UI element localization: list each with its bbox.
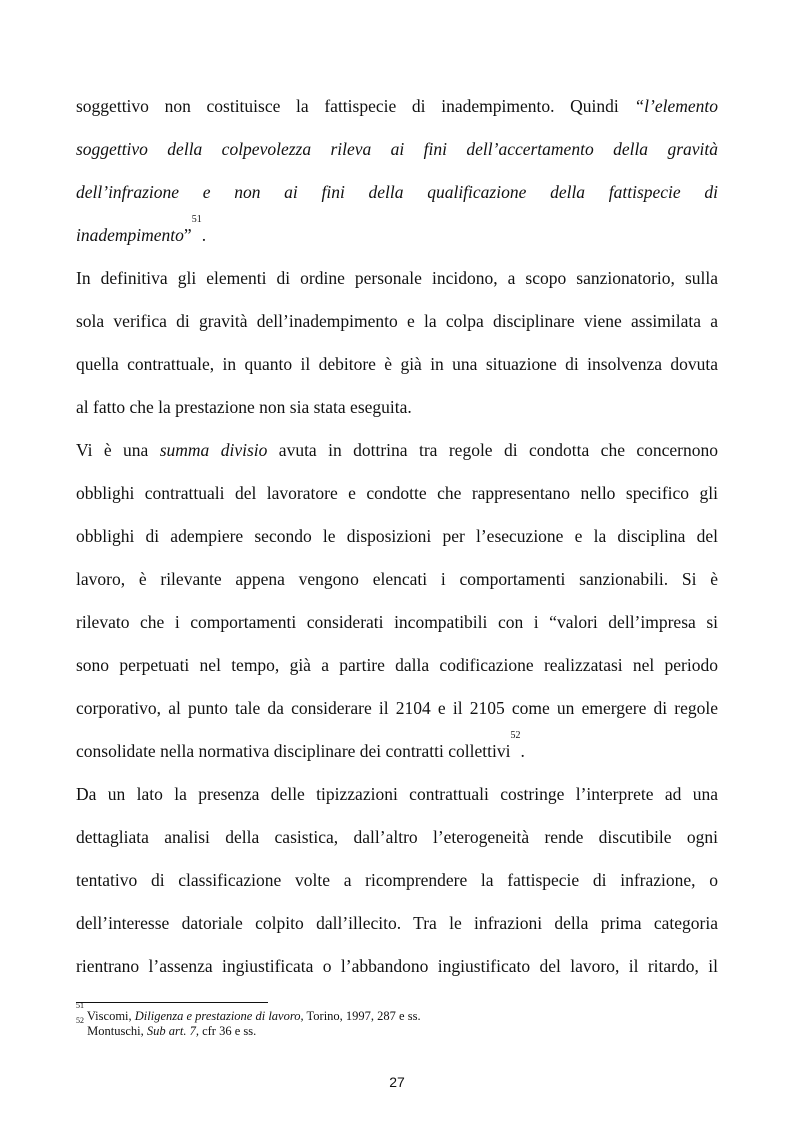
- body-line: In definitiva gli elementi di ordine personale incidono, a scopo sanzionatorio, sulla: [76, 268, 718, 288]
- body-line: tentativo di classificazione volte a ricomprendere la fattispecie di infrazione, o: [76, 870, 718, 890]
- page-number: 27: [389, 1074, 405, 1090]
- body-line: soggettivo non costituisce la fattispecie di inadempimento. Quindi “l’elemento: [76, 96, 718, 116]
- body-line: al fatto che la prestazione non sia stata eseguita.: [76, 397, 412, 417]
- body-line: rilevato che i comportamenti considerati incompatibili con i “valori dell’impresa si: [76, 612, 718, 632]
- footnote-separator: [76, 1002, 268, 1003]
- body-line: obblighi di adempiere secondo le disposizioni per l’esecuzione e la disciplina del: [76, 526, 718, 546]
- body-line: dell’interesse datoriale colpito dall’illecito. Tra le infrazioni della prima categoria: [76, 913, 718, 933]
- body-line: Vi è una summa divisio avuta in dottrina tra regole di condotta che concernono: [76, 440, 718, 460]
- body-line: rientrano l’assenza ingiustificata o l’abbandono ingiustificato del lavoro, il ritardo, il: [76, 956, 718, 976]
- footnote-ref-52: 52: [510, 730, 521, 741]
- body-line: sola verifica di gravità dell’inadempimento e la colpa disciplinare viene assimilata a: [76, 311, 718, 331]
- footnote-ref-51: 51: [191, 214, 202, 225]
- body-line: quella contrattuale, in quanto il debitore è già in una situazione di insolvenza dovuta: [76, 354, 718, 374]
- body-line: Da un lato la presenza delle tipizzazioni contrattuali costringe l’interprete ad una: [76, 784, 718, 804]
- body-line: soggettivo della colpevolezza rileva ai fini dell’accertamento della gravità: [76, 139, 718, 159]
- body-line: corporativo, al punto tale da considerare il 2104 e il 2105 come un emergere di regole: [76, 698, 718, 718]
- body-line: dettagliata analisi della casistica, dall’altro l’eterogeneità rende discutibile ogni: [76, 827, 718, 847]
- body-line: inadempimento”$^{51}$.: [76, 214, 207, 245]
- footnote-51: $^{51}$ Viscomi, Diligenza e prestazione di lavoro, Torino, 1997, 287 e ss.: [76, 1001, 421, 1023]
- footnote-52: $^{52}$ Montuschi, Sub art. 7, cfr 36 e ss.: [76, 1016, 257, 1038]
- body-line: consolidate nella normativa disciplinare dei contratti collettivi$^{52}$.: [76, 730, 525, 761]
- body-line: obblighi contrattuali del lavoratore e condotte che rappresentano nello specifico gli: [76, 483, 718, 503]
- body-line: lavoro, è rilevante appena vengono elencati i comportamenti sanzionabili. Si è: [76, 569, 718, 589]
- body-line: dell’infrazione e non ai fini della qualificazione della fattispecie di: [76, 182, 718, 202]
- body-line: sono perpetuati nel tempo, già a partire dalla codificazione realizzatasi nel periodo: [76, 655, 718, 675]
